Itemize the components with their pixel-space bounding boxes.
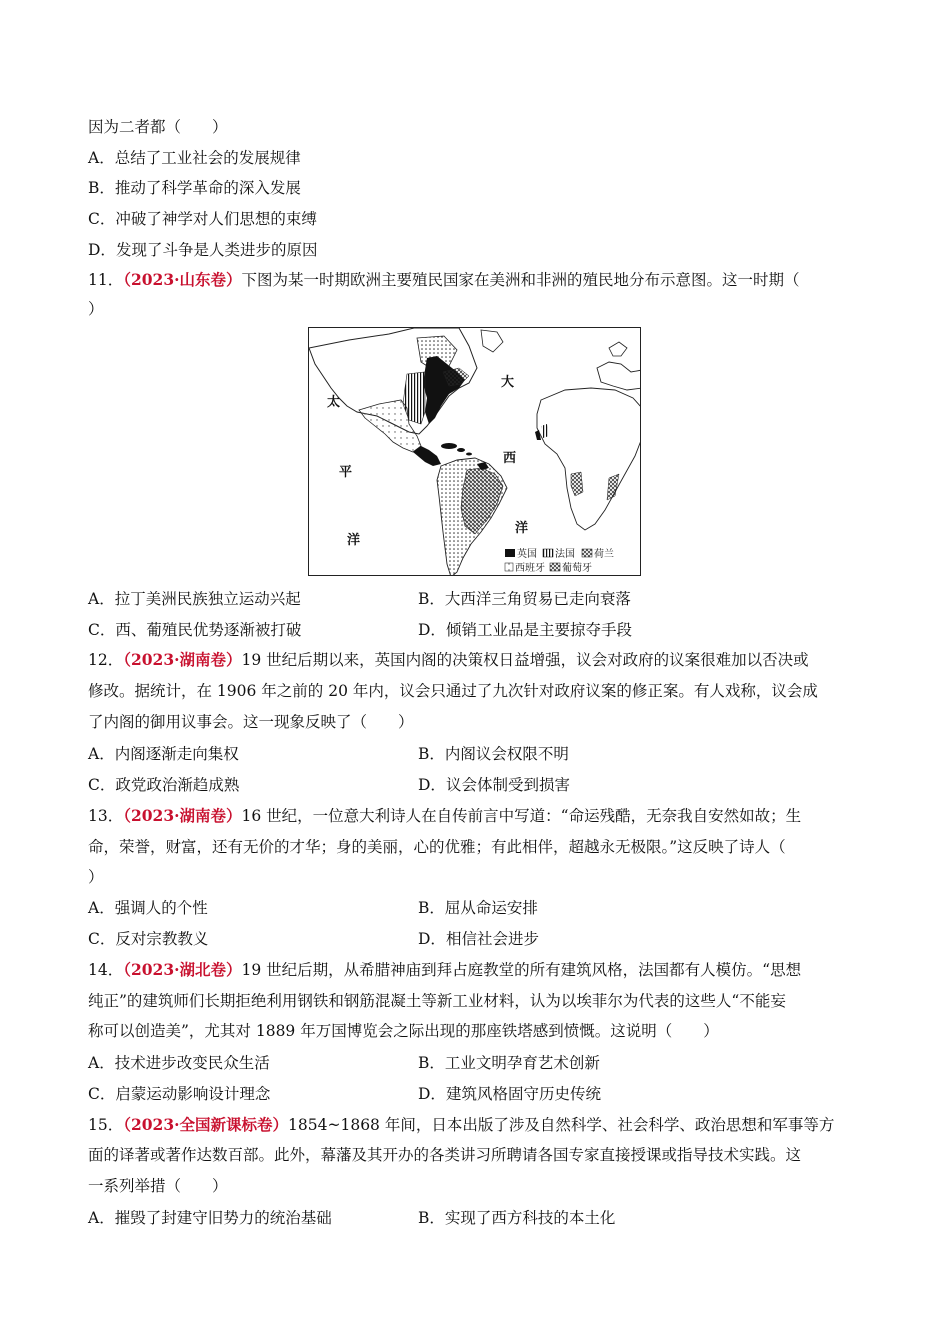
q10-option-a[interactable]: A．总结了工业社会的发展规律 <box>88 149 301 167</box>
q15-option-b[interactable]: B．实现了西方科技的本土化 <box>418 1209 616 1227</box>
legend-netherlands: 荷兰 <box>594 549 614 560</box>
q14-stem-line3: 称可以创造美”，尤其对 1889 年万国博览会之际出现的那座铁塔感到愤慨。这说明（ ） <box>88 1022 719 1040</box>
q13-option-d[interactable]: D．相信社会进步 <box>418 930 539 948</box>
central-america <box>413 446 441 466</box>
africa-west-coast-colonies <box>541 424 549 438</box>
legend-netherlands-swatch <box>582 549 592 557</box>
colonial-map-figure <box>308 327 641 576</box>
legend-britain: 英国 <box>517 549 537 560</box>
q11-option-d[interactable]: D．倾销工业品是主要掠夺手段 <box>418 621 632 639</box>
legend-france: 法国 <box>555 549 575 560</box>
q12-option-d[interactable]: D．议会体制受到损害 <box>418 776 570 794</box>
q12-stem-line3: 了内阁的御用议事会。这一现象反映了（ ） <box>88 713 414 731</box>
q13-option-c[interactable]: C．反对宗教教义 <box>88 930 209 948</box>
q11-source: （2023·山东卷） <box>123 270 242 289</box>
legend-portugal-swatch <box>550 563 560 571</box>
q12-option-c[interactable]: C．政党政治渐趋成熟 <box>88 776 240 794</box>
q10-option-c[interactable]: C．冲破了神学对人们思想的束缚 <box>88 210 317 228</box>
q13-source: （2023·湖南卷） <box>123 806 242 825</box>
q11-stem: 11．（2023·山东卷）下图为某一时期欧洲主要殖民国家在美洲和非洲的殖民地分布示意图。这一时期（ <box>88 270 800 289</box>
label-xi: 西 <box>503 451 517 466</box>
q14-stem: 14．（2023·湖北卷）19 世纪后期，从希腊神庙到拜占庭教堂的所有建筑风格，法国都有人模仿。“思想 <box>88 960 802 979</box>
europe-coast <box>597 362 641 390</box>
colonial-map <box>309 328 641 576</box>
angola-portuguese <box>571 472 583 496</box>
q11-option-b[interactable]: B．大西洋三角贸易已走向衰落 <box>418 590 631 608</box>
q11-option-c[interactable]: C．西、葡殖民优势逐渐被打破 <box>88 621 302 639</box>
q13-stem: 13．（2023·湖南卷）16 世纪，一位意大利诗人在自传前言中写道：“命运残酷，无奈我自安然如故；生 <box>88 806 802 825</box>
q14-option-b[interactable]: B．工业文明孕育艺术创新 <box>418 1054 600 1072</box>
legend-britain-swatch <box>505 549 515 557</box>
q15-option-a[interactable]: A．摧毁了封建守旧势力的统治基础 <box>88 1209 332 1227</box>
legend-spain: 西班牙 <box>515 563 545 574</box>
q10-option-b[interactable]: B．推动了科学革命的深入发展 <box>88 179 301 197</box>
q13-option-a[interactable]: A．强调人的个性 <box>88 899 208 917</box>
greenland <box>481 330 503 352</box>
q13-option-b[interactable]: B．屈从命运安排 <box>418 899 538 917</box>
q12-option-b[interactable]: B．内阁议会权限不明 <box>418 745 569 763</box>
label-yang-atlantic: 洋 <box>515 521 529 536</box>
q11-option-a[interactable]: A．拉丁美洲民族独立运动兴起 <box>88 590 301 608</box>
africa-outline <box>537 388 641 530</box>
legend-spain-swatch <box>505 563 513 571</box>
q15-source: （2023·全国新课标卷） <box>123 1115 289 1134</box>
mozambique-portuguese <box>607 474 619 500</box>
label-ping: 平 <box>339 465 353 480</box>
q15-stem-line2: 面的译著或著作达数百部。此外，幕藩及其开办的各类讲习所聘请各国专家直接授课或指导技术实践。这 <box>88 1146 802 1164</box>
q12-stem: 12．（2023·湖南卷）19 世纪后期以来，英国内阁的决策权日益增强，议会对政府的议案很难加以否决或 <box>88 650 809 669</box>
legend-france-swatch <box>543 549 553 557</box>
q14-source: （2023·湖北卷） <box>123 960 242 979</box>
legend-portugal: 葡萄牙 <box>562 563 592 574</box>
q12-stem-line2: 修改。据统计，在 1906 年之前的 20 年内，议会只通过了九次针对政府议案的修正案。有人戏称，议会成 <box>88 682 818 700</box>
q13-stem-line2: 命，荣誉，财富，还有无价的才华；身的美丽，心的优雅；有此相伴，超越永无极限。”这反映了诗人（ <box>88 838 786 856</box>
q14-option-a[interactable]: A．技术进步改变民众生活 <box>88 1054 270 1072</box>
brazil-portuguese <box>461 468 503 534</box>
q15-stem-line3: 一系列举措（ ） <box>88 1177 228 1195</box>
q14-option-d[interactable]: D．建筑风格固守历史传统 <box>418 1085 601 1103</box>
q12-option-a[interactable]: A．内阁逐渐走向集权 <box>88 745 239 763</box>
q11-stem-cont: ） <box>88 300 104 318</box>
q10-stem: 因为二者都（ ） <box>88 118 228 136</box>
label-da: 大 <box>501 375 515 390</box>
q15-stem: 15．（2023·全国新课标卷）1854~1868 年间，日本出版了涉及自然科学、社会科学、政治思想和军事等方 <box>88 1115 835 1134</box>
q12-source: （2023·湖南卷） <box>123 650 242 669</box>
caribbean-islands <box>441 443 457 449</box>
q14-option-c[interactable]: C．启蒙运动影响设计理念 <box>88 1085 271 1103</box>
british-east-coast <box>423 356 465 424</box>
q14-stem-line2: 纯正”的建筑师们长期拒绝利用钢铁和钢筋混凝土等新工业材料，认为以埃菲尔为代表的这些人“不能妄 <box>88 992 786 1010</box>
label-tai: 太 <box>327 395 341 410</box>
q10-option-d[interactable]: D．发现了斗争是人类进步的原因 <box>88 241 318 259</box>
q13-stem-line3: ） <box>88 868 104 886</box>
label-yang-pacific: 洋 <box>347 533 361 548</box>
